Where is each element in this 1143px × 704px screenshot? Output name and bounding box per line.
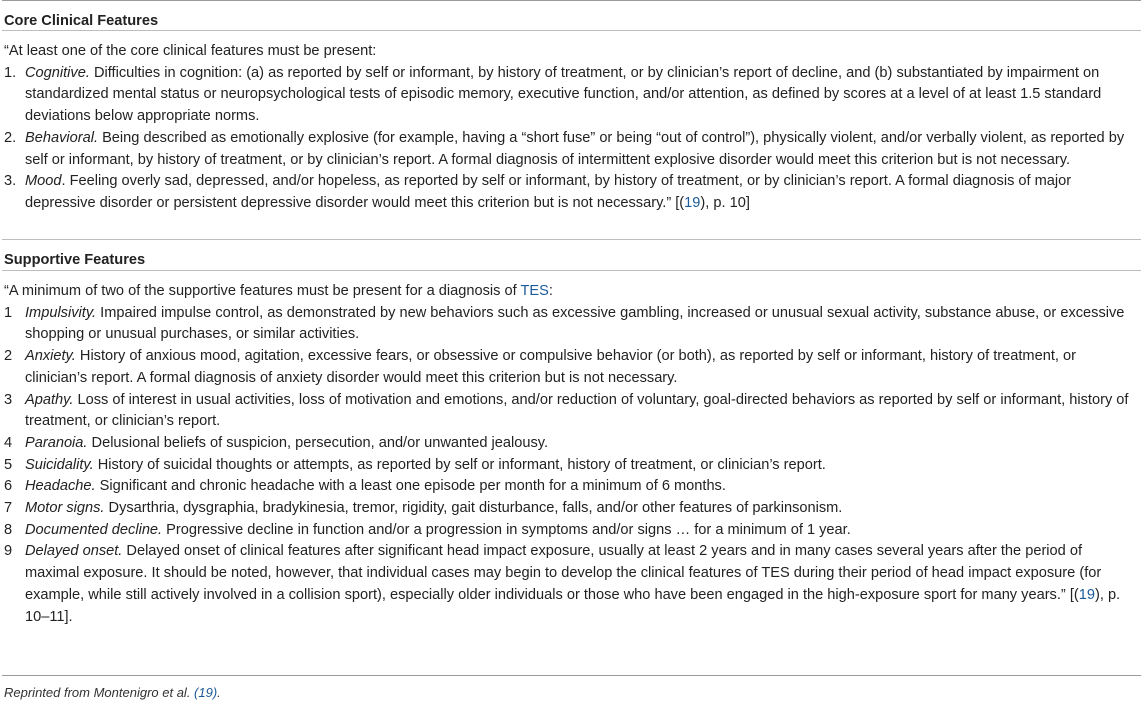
list-item: [4, 128, 1139, 171]
item-term: Cognitive.: [25, 64, 90, 81]
intro-colon: :: [548, 283, 553, 299]
item-number: 2.: [4, 129, 17, 146]
item-number: 3.: [4, 173, 17, 190]
list-item: [4, 303, 1139, 346]
item-term: Anxiety.: [25, 348, 76, 365]
core-features-body: [2, 31, 1141, 239]
item-text: Delayed onset of clinical features after significant head impact exposure, usually at least 2 years and in many cases several years after the period of maximal exposure. It should be noted, however, that individual cases may begin to develop the clinical features of TES during their period of head impact exposure (for example, while still actively involved in a collision sport), especially older individuals or those who have been engaged in the high-exposure sport for many years.” [(: [25, 543, 1102, 603]
item-text: Significant and chronic headache with a least one episode per month for a minimum of 6 months.: [95, 478, 726, 495]
item-term: Motor signs.: [25, 500, 105, 517]
table-footnote: [2, 676, 1141, 704]
supportive-feature-list: [4, 303, 1139, 629]
supportive-intro: [4, 281, 1139, 303]
list-item: [4, 541, 1139, 628]
item-term: Impulsivity.: [25, 304, 97, 321]
item-text: Progressive decline in function and/or a progression in symptoms and/or signs … for a minimum of 1 year.: [162, 521, 851, 538]
core-intro: “At least one of the core clinical features must be present:: [4, 43, 377, 59]
item-text: History of anxious mood, agitation, excessive fears, or obsessive or compulsive behavior (or both), as reported by self or informant, history of treatment, or clinician’s report. A formal diagnosis of anxiety disorder would meet this criterion but is not necessary.: [25, 348, 1076, 386]
citation-link[interactable]: 19: [1078, 586, 1095, 603]
core-feature-list: [4, 63, 1139, 215]
tes-abbreviation-link[interactable]: TES: [520, 283, 549, 299]
citation-link[interactable]: 19: [684, 194, 701, 211]
footnote-citation-link[interactable]: (19): [194, 685, 218, 700]
item-term: Documented decline.: [25, 521, 163, 538]
item-number: 6: [4, 478, 13, 495]
item-number: 2: [4, 348, 13, 365]
footnote-text: Reprinted from Montenigro et al.: [4, 685, 195, 700]
item-term: Suicidality.: [25, 456, 94, 473]
supportive-features-heading: Supportive Features: [4, 252, 146, 268]
item-number: 3: [4, 391, 13, 408]
item-number: 5: [4, 456, 13, 473]
intro-text: “A minimum of two of the supportive features must be present for a diagnosis of: [4, 283, 521, 299]
item-term: Apathy.: [25, 391, 74, 408]
list-item: [4, 498, 1139, 520]
item-number: 1.: [4, 64, 17, 81]
list-item: [4, 346, 1139, 389]
item-number: 8: [4, 521, 13, 538]
item-text: Loss of interest in usual activities, loss of motivation and emotions, and/or reduction of voluntary, goal-directed behaviors as reported by self or informant, history of treatment, or clinician’s report.: [25, 391, 1129, 430]
list-item: [4, 455, 1139, 477]
list-item: [4, 171, 1139, 214]
item-text-after: ), p. 10–11].: [25, 586, 1121, 625]
item-number: 4: [4, 434, 13, 451]
item-term: Mood: [25, 173, 62, 190]
item-text: Impaired impulse control, as demonstrated by new behaviors such as excessive gambling, increased or unusual sexual activity, substance abuse, or excessive shopping or unusual purchases, or similar activities.: [25, 304, 1125, 343]
list-item: [4, 433, 1139, 455]
item-text-after: ), p. 10]: [700, 194, 750, 211]
item-text: History of suicidal thoughts or attempts, as reported by self or informant, history of treatment, or clinician’s report.: [93, 456, 826, 473]
item-term: Behavioral.: [25, 129, 99, 146]
item-term: Headache.: [25, 478, 96, 495]
item-number: 7: [4, 500, 13, 517]
supportive-features-body: [2, 271, 1141, 675]
item-text: Dysarthria, dysgraphia, bradykinesia, tremor, rigidity, gait disturbance, falls, and/or other features of parkinsonism.: [104, 500, 843, 517]
item-text: Being described as emotionally explosive (for example, having a “short fuse” or being “out of control”), physically violent, and/or verbally violent, as reported by self or informant, by history of treatment, or by clinician’s report. A formal diagnosis of intermittent explosive disorder would meet this criterion but is not necessary.: [25, 129, 1125, 168]
list-item: [4, 63, 1139, 128]
list-item: [4, 390, 1139, 433]
item-text: . Feeling overly sad, depressed, and/or hopeless, as reported by self or informant, by history of treatment, or by clinician’s report. A formal diagnosis of major depressive disorder or persistent depressive disorder would meet this criterion but is not necessary.” [(: [25, 173, 1072, 211]
list-item: [4, 520, 1139, 542]
item-number: 9: [4, 543, 13, 560]
item-term: Paranoia.: [25, 434, 88, 451]
item-term: Delayed onset.: [25, 543, 123, 560]
item-text: Delusional beliefs of suspicion, persecution, and/or unwanted jealousy.: [87, 434, 549, 451]
item-number: 1: [4, 304, 13, 321]
core-features-heading: Core Clinical Features: [4, 13, 159, 29]
footnote-period: .: [217, 685, 221, 700]
list-item: [4, 476, 1139, 498]
item-text: Difficulties in cognition: (a) as reported by self or informant, by history of treatment, or by clinician’s report of decline, and (b) substantiated by impairment on standardized mental status or neuropsychological tests of episodic memory, executive function, and/or attention, as defined by scores at a level of at least 1.5 standard deviations below appropriate norms.: [25, 64, 1102, 125]
